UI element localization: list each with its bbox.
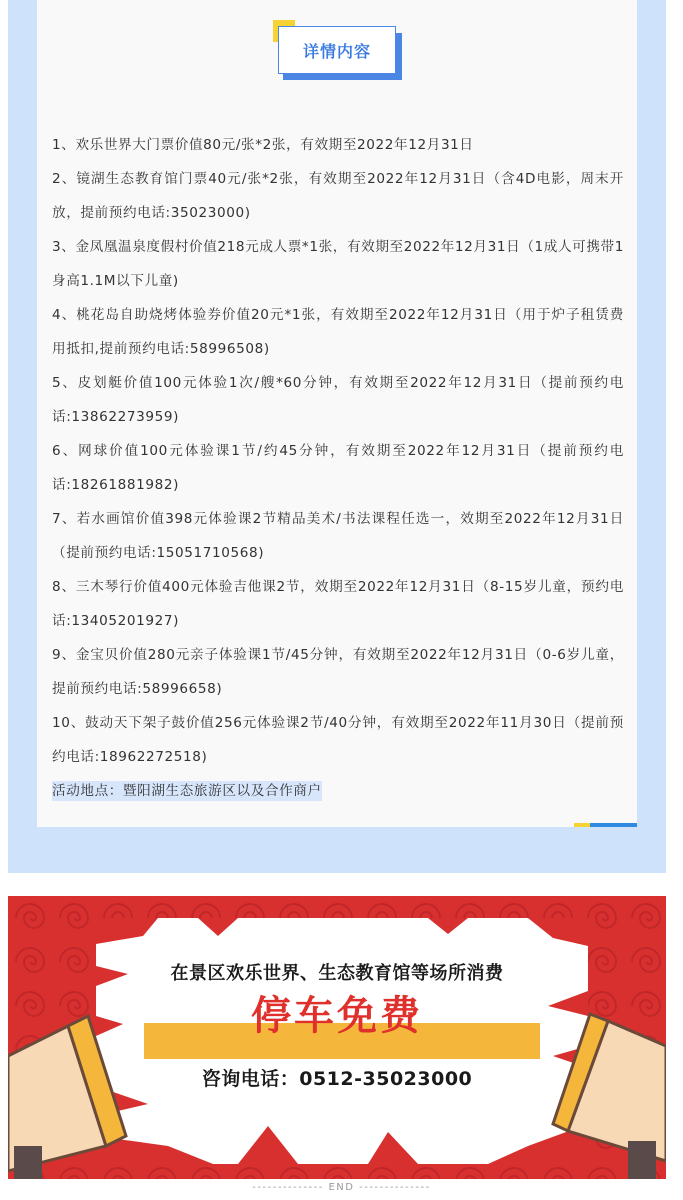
list-item: 2、镜湖生态教育馆门票40元/张*2张，有效期至2022年12月31日（含4D电影，周末开放，提前预约电话:35023000)	[52, 171, 624, 221]
location-text: 活动地点：暨阳湖生态旅游区以及合作商户	[52, 783, 322, 799]
list-item: 9、金宝贝价值280元亲子体验课1节/45分钟，有效期至2022年12月31日（0-6岁儿童，提前预约电话:58996658)	[52, 647, 624, 697]
list-item: 4、桃花岛自助烧烤体验券价值20元*1张，有效期至2022年12月31日（用于炉子租赁费用抵扣,提前预约电话:58996508)	[52, 307, 624, 357]
bottom-accent-blue	[590, 823, 637, 827]
banner-free-parking: 停车免费	[251, 993, 423, 1039]
section-title: 详情内容	[278, 26, 396, 74]
list-item: 5、皮划艇价值100元体验1次/艘*60分钟，有效期至2022年12月31日（提前预约电话:13862273959)	[52, 375, 624, 425]
list-item: 3、金凤凰温泉度假村价值218元成人票*1张，有效期至2022年12月31日（1成人可携带1身高1.1M以下儿童)	[52, 239, 624, 289]
parking-banner	[8, 896, 666, 1179]
list-item: 6、网球价值100元体验课1节/约45分钟，有效期至2022年12月31日（提前预约电话:18261881982)	[52, 443, 624, 493]
banner-phone: 咨询电话：0512-35023000	[201, 1068, 473, 1090]
end-divider: -------------- END --------------	[252, 1182, 431, 1193]
location-item	[52, 774, 624, 808]
banner-headline: 在景区欢乐世界、生态教育馆等场所消费	[170, 963, 504, 984]
list-item: 10、鼓动天下架子鼓价值256元体验课2节/40分钟，有效期至2022年11月30日（提前预约电话:18962272518)	[52, 715, 624, 765]
benefit-list	[52, 128, 624, 808]
list-item: 7、若水画馆价值398元体验课2节精品美术/书法课程任选一，效期至2022年12月31日（提前预约电话:15051710568)	[52, 511, 624, 561]
list-item: 8、三木琴行价值400元体验吉他课2节，效期至2022年12月31日（8-15岁儿童，预约电话:13405201927)	[52, 579, 624, 629]
bottom-accent-yellow	[574, 823, 590, 827]
list-item: 1、欢乐世界大门票价值80元/张*2张，有效期至2022年12月31日	[52, 137, 474, 153]
